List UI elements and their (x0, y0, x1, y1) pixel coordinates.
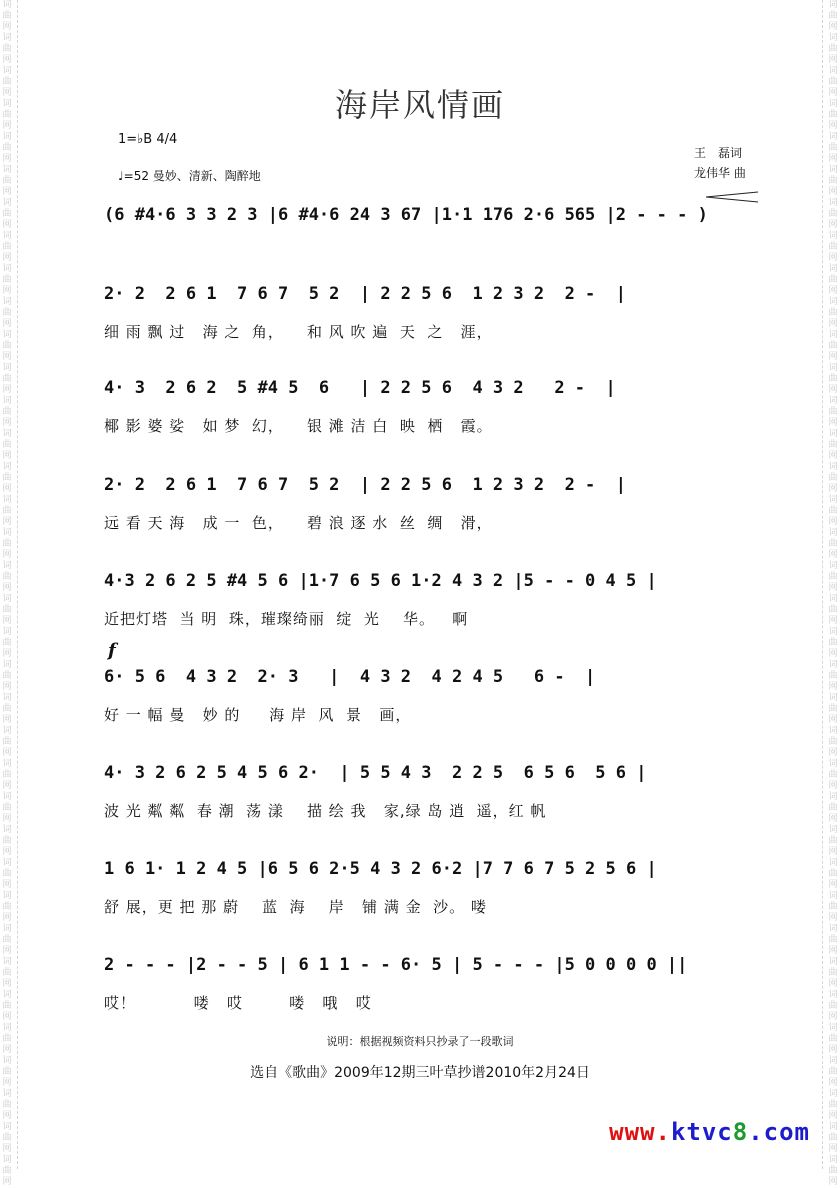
lyric-row-1: 细 雨 飘 过 海 之 角， 和 风 吹 遍 天 之 涯， (104, 323, 493, 341)
score-row-6: 4· 3 2 6 2 5 4 5 6 2· | 5 5 4 3 2 2 5 6 5 6 5 6 | (104, 763, 647, 783)
score-row-5: 6· 5 6 4 3 2 2· 3 | 4 3 2 4 2 4 5 6 - | (104, 667, 596, 687)
logo-part: www. (609, 1118, 671, 1146)
margin-line-left (17, 0, 18, 1169)
composer-credit: 龙伟华 曲 (694, 166, 746, 180)
lyricist-credit: 王 磊词 (694, 146, 743, 160)
score-row-8: 2 - - - |2 - - 5 | 6 1 1 - - 6· 5 | 5 - - - |5 0 0 0 0 || (104, 955, 688, 975)
lyric-row-3: 远 看 天 海 成 一 色， 碧 浪 逐 水 丝 绸 滑， (104, 514, 493, 532)
score-row-7: 1 6 1· 1 2 4 5 |6 5 6 2·5 4 3 2 6·2 |7 7 6 7 5 2 5 6 | (104, 859, 657, 879)
dynamic-marking: f (108, 640, 116, 661)
tempo-marking: ♩=52 曼妙、清新、陶醉地 (118, 169, 261, 183)
logo-part: 8 (732, 1118, 749, 1146)
source-citation: 选自《歌曲》2009年12期三叶草抄谱2010年2月24日 (250, 1065, 590, 1081)
credits (694, 143, 746, 183)
score-row-intro: (6 #4·6 3 3 2 3 |6 #4·6 24 3 67 |1·1 176 2·6 565 |2 - - - ) (104, 205, 708, 225)
watermark-text: 词曲网 词曲网 词曲网 词曲网 词曲网 词曲网 词曲网 词曲网 词曲网 词曲网 词曲网 词曲网 词曲网 词曲网 词曲网 词曲网 词曲网 词曲网 词曲网 词曲网 词曲网 词曲网 词曲网 词曲网 词曲网 词曲网 词曲网 词曲网 词曲网 词曲网 词曲网 词曲网 词曲网 词曲网 词曲网 词曲网 (2, 0, 12, 1187)
logo-part: ktvc (670, 1118, 733, 1146)
lyric-row-2: 椰 影 婆 娑 如 梦 幻， 银 滩 洁 白 映 栖 霞。 (104, 417, 493, 435)
lyric-row-8: 哎！ 喽 哎 喽 哦 哎 (104, 994, 372, 1012)
hairpin-icon (704, 190, 760, 204)
lyric-row-4: 近把灯塔 当 明 珠，璀璨绮丽 绽 光 华。 啊 (104, 610, 469, 628)
watermark-left (1, 0, 13, 1187)
margin-line-right (822, 0, 823, 1169)
watermark-right (827, 0, 839, 1187)
lyric-row-5: 好 一 幅 曼 妙 的 海 岸 风 景 画， (104, 706, 412, 724)
key-signature: 1=♭B 4/4 (118, 132, 178, 147)
footnote: 说明：根据视频资料只抄录了一段歌词 (326, 1035, 514, 1048)
site-logo (609, 1118, 810, 1146)
score-row-2: 4· 3 2 6 2 5 #4 5 6 | 2 2 5 6 4 3 2 2 - | (104, 378, 616, 398)
score-row-1: 2· 2 2 6 1 7 6 7 5 2 | 2 2 5 6 1 2 3 2 2 - | (104, 284, 626, 304)
score-row-3: 2· 2 2 6 1 7 6 7 5 2 | 2 2 5 6 1 2 3 2 2 - | (104, 475, 626, 495)
score-row-4: 4·3 2 6 2 5 #4 5 6 |1·7 6 5 6 1·2 4 3 2 |5 - - 0 4 5 | (104, 571, 657, 591)
logo-part: .com (748, 1118, 810, 1146)
watermark-text: 词曲网 词曲网 词曲网 词曲网 词曲网 词曲网 词曲网 词曲网 词曲网 词曲网 词曲网 词曲网 词曲网 词曲网 词曲网 词曲网 词曲网 词曲网 词曲网 词曲网 词曲网 词曲网 词曲网 词曲网 词曲网 词曲网 词曲网 词曲网 词曲网 词曲网 词曲网 词曲网 词曲网 词曲网 词曲网 词曲网 (828, 0, 838, 1187)
lyric-row-7: 舒 展，更 把 那 蔚 蓝 海 岸 铺 满 金 沙。 喽 (104, 898, 487, 916)
lyric-row-6: 波 光 粼 粼 春 潮 荡 漾 描 绘 我 家,绿 岛 逍 遥，红 帆 (104, 802, 547, 820)
song-title: 海岸风情画 (334, 86, 505, 124)
